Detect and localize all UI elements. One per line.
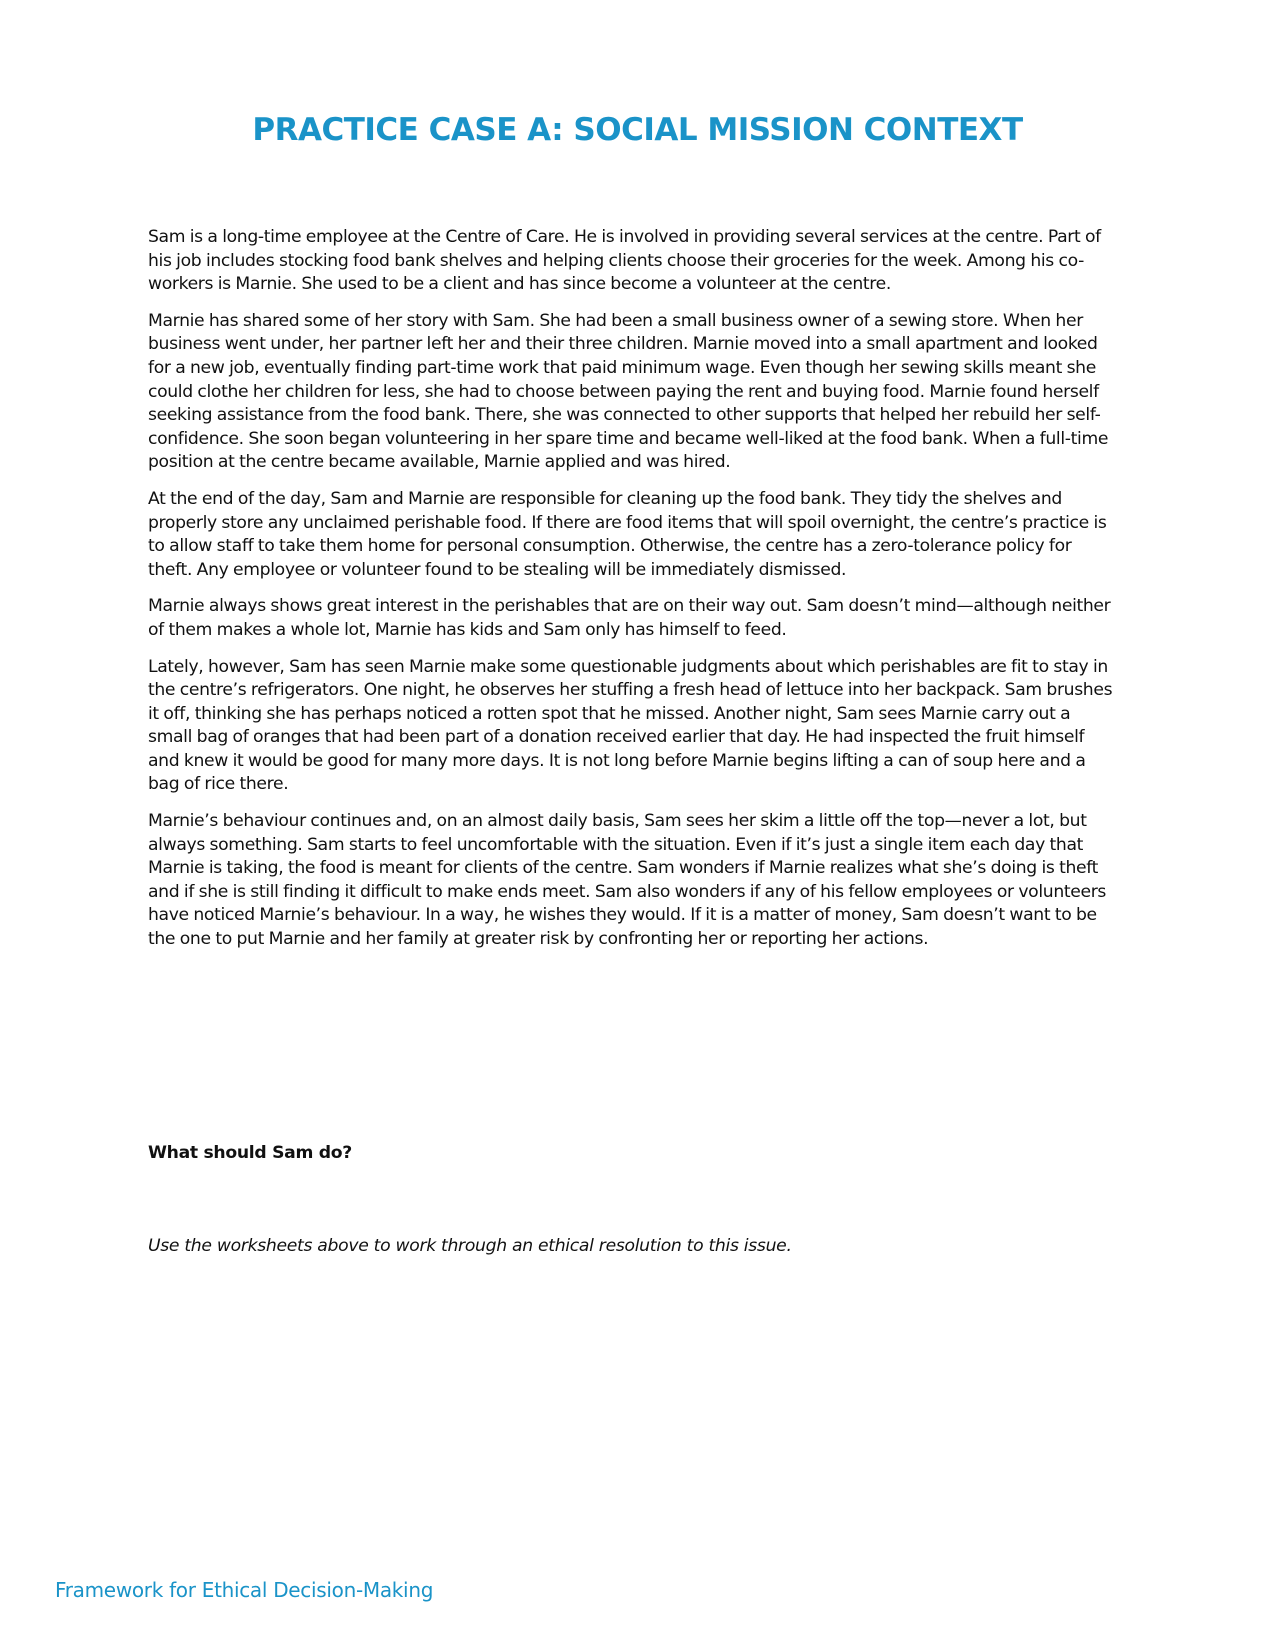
worksheet-instruction: Use the worksheets above to work through an ethical resolution to this issue. bbox=[148, 1236, 792, 1256]
case-body bbox=[148, 226, 1118, 965]
discussion-question: What should Sam do? bbox=[148, 1143, 352, 1163]
page-title: PRACTICE CASE A: SOCIAL MISSION CONTEXT bbox=[252, 112, 1023, 148]
case-paragraph: Lately, however, Sam has seen Marnie make some questionable judgments about which perishables are fit to stay in the centre’s refrigerators. One night, he observes her stuffing a fresh head of lettuce into her backpack. Sam brushes it off, thinking she has perhaps noticed a rotten spot that he missed. Another night, Sam sees Marnie carry out a small bag of oranges that had been part of a donation received earlier that day. He had inspected the fruit himself and knew it would be good for many more days. It is not long before Marnie begins lifting a can of soup here and a bag of rice there. bbox=[148, 656, 1113, 795]
case-paragraph: Sam is a long-time employee at the Centre of Care. He is involved in providing several services at the centre. Part of his job includes stocking food bank shelves and helping clients choose their groceries for the week. Among his co-workers is Marnie. She used to be a client and has since become a volunteer at the centre. bbox=[148, 227, 1101, 295]
case-paragraph: Marnie’s behaviour continues and, on an almost daily basis, Sam sees her skim a little off the top—never a lot, but always something. Sam starts to feel uncomfortable with the situation. Even if it’s just a single item each day that Marnie is taking, the food is meant for clients of the centre. Sam wonders if Marnie realizes what she’s doing is theft and if she is still finding it difficult to make ends meet. Sam also wonders if any of his fellow employees or volunteers have noticed Marnie’s behaviour. In a way, he wishes they would. If it is a matter of money, Sam doesn’t want to be the one to put Marnie and her family at greater risk by confronting her or reporting her actions. bbox=[148, 811, 1107, 950]
case-paragraph: Marnie always shows great interest in the perishables that are on their way out. Sam doesn’t mind—although neither of them makes a whole lot, Marnie has kids and Sam only has himself to feed. bbox=[148, 596, 1111, 640]
footer-title: Framework for Ethical Decision-Making bbox=[55, 1578, 434, 1602]
case-paragraph: At the end of the day, Sam and Marnie are responsible for cleaning up the food bank. They tidy the shelves and properly store any unclaimed perishable food. If there are food items that will spoil overnight, the centre’s practice is to allow staff to take them home for personal consumption. Otherwise, the centre has a zero-tolerance policy for theft. Any employee or volunteer found to be stealing will be immediately dismissed. bbox=[148, 488, 1107, 580]
case-paragraph: Marnie has shared some of her story with Sam. She had been a small business owner of a sewing store. When her business went under, her partner left her and their three children. Marnie moved into a small apartment and looked for a new job, eventually finding part-time work that paid minimum wage. Even though her sewing skills meant she could clothe her children for less, she had to choose between paying the rent and buying food. Marnie found herself seeking assistance from the food bank. There, she was connected to other supports that helped her rebuild her self-confidence. She soon began volunteering in her spare time and became well-liked at the food bank. When a full-time position at the centre became available, Marnie applied and was hired. bbox=[148, 310, 1109, 473]
